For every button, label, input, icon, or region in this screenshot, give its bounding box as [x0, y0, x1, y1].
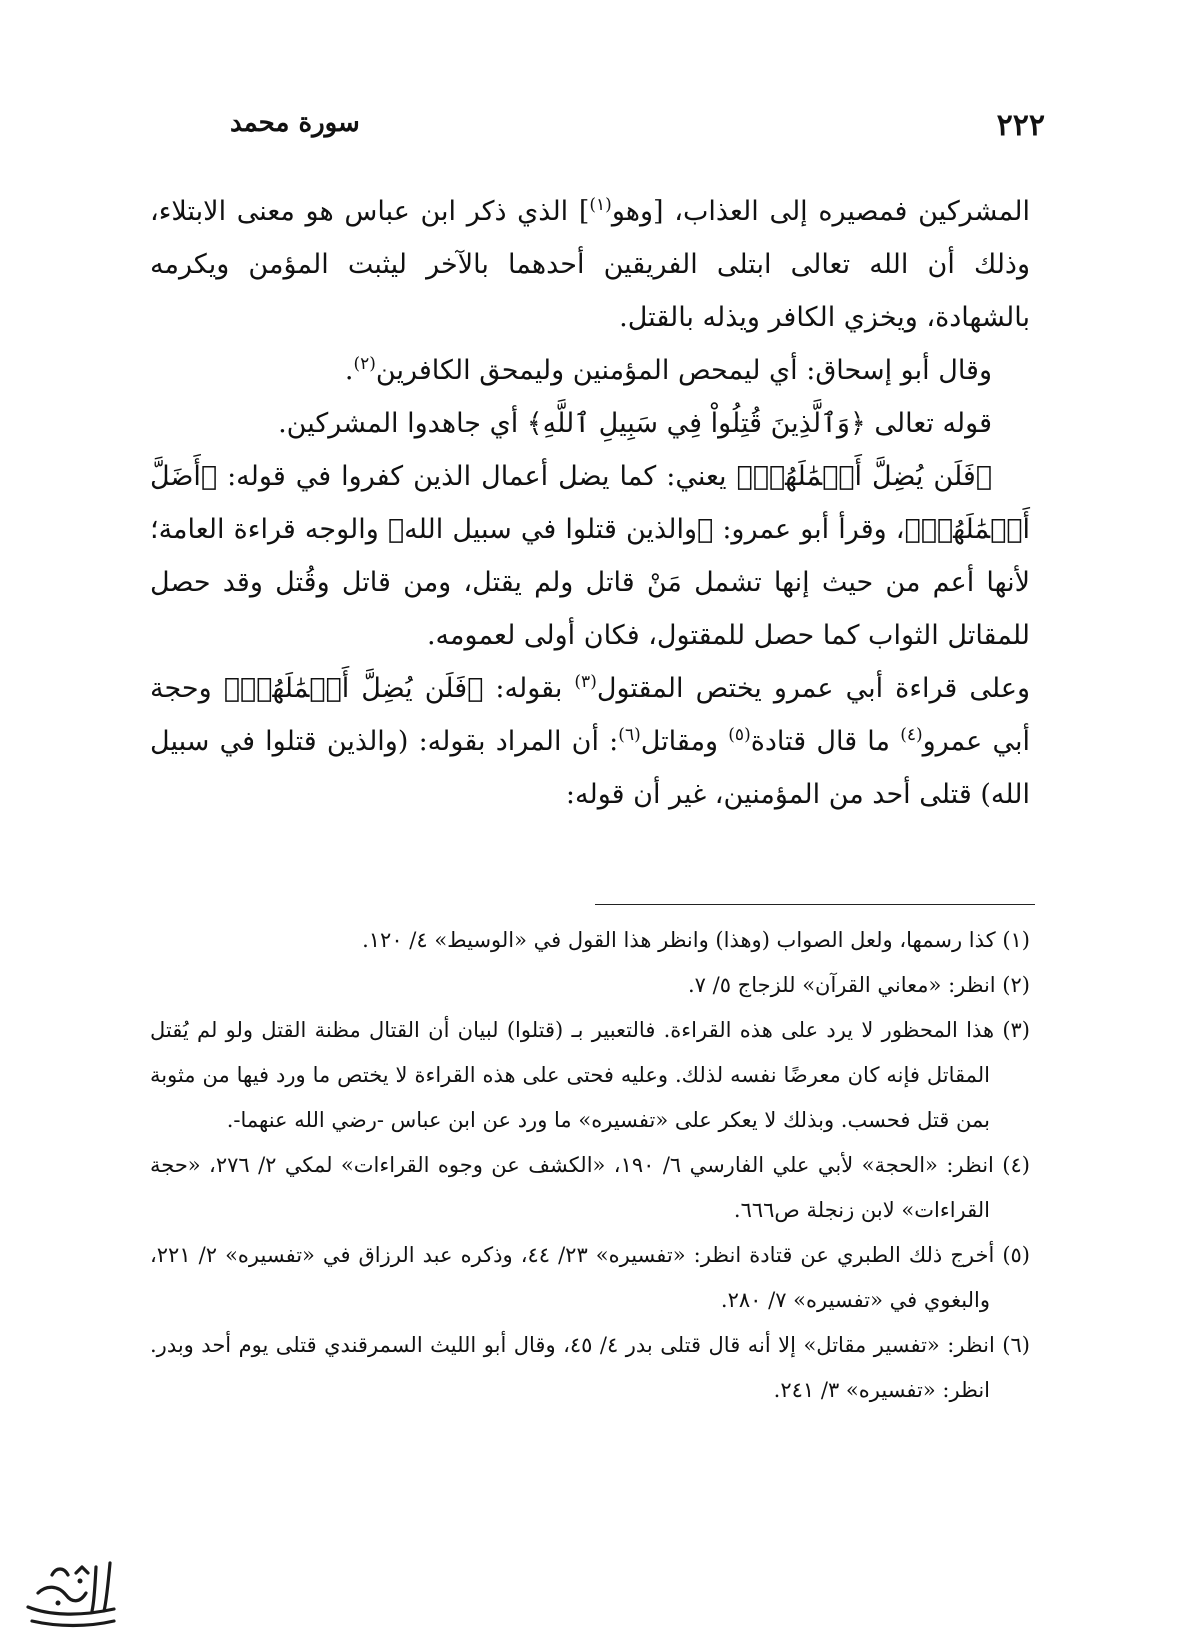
paragraph-5-text-d: ومقاتل	[640, 726, 729, 757]
running-title: سورة محمد	[230, 108, 360, 138]
footnote-5: (٥) أخرج ذلك الطبري عن قتادة انظر: «تفسيره» ٢٣/ ٤٤، وذكره عبد الرزاق في «تفسيره» ٢/ ٢٢١، والبغوي في «تفسيره» ٧/ ٢٨٠.	[150, 1243, 1030, 1312]
footnotes	[150, 918, 1030, 1413]
footnote-1: (١) كذا رسمها، ولعل الصواب (وهذا) وانظر هذا القول في «الوسيط» ٤/ ١٢٠.	[362, 928, 1030, 952]
footnote-ref-4: (٤)	[900, 725, 923, 745]
footnote-6: (٦) انظر: «تفسير مقاتل» إلا أنه قال قتلى بدر ٤/ ٤٥، وقال أبو الليث السمرقندي قتلى يوم أحد وبدر. انظر: «تفسيره» ٣/ ٢٤١.	[150, 1333, 1030, 1402]
paragraph-5-text-b: بقوله: ﴿فَلَن يُضِلَّ أَعۡمَٰلَهُمۡ﴾ وحجة أبي عمرو	[150, 673, 1031, 757]
paragraph-1-text: المشركين فمصيره إلى العذاب، [وهو	[611, 196, 1030, 227]
publisher-logo-icon	[18, 1545, 123, 1635]
paragraph-3: قوله تعالى ﴿وَٱلَّذِينَ قُتِلُواْ فِي سَبِيلِ ٱللَّهِ﴾ أي جاهدوا المشركين.	[278, 408, 992, 439]
footnote-ref-1: (١)	[589, 195, 612, 215]
page-header	[140, 100, 1045, 150]
paragraph-2-text: وقال أبو إسحاق: أي ليمحص المؤمنين وليمحق الكافرين	[375, 355, 992, 386]
paragraph-5-text-c: ما قال قتادة	[750, 726, 901, 757]
footnote-2: (٢) انظر: «معاني القرآن» للزجاج ٥/ ٧.	[687, 973, 1030, 997]
footnote-divider	[595, 904, 1035, 905]
footnote-3: (٣) هذا المحظور لا يرد على هذه القراءة. فالتعبير بـ (قتلوا) لبيان أن القتال مظنة القتل ولو لم يُقتل المقاتل فإنه كان معرضًا نفسه لذلك. وعليه فحتى على هذه القراءة لا يختص ما ورد فيها من مثوبة بمن قتل فحسب. وبذلك لا يعكر على «تفسيره» ما ورد عن ابن عباس -رضي الله عنهما-.	[150, 1018, 1030, 1132]
paragraph-1-text-end: ] الذي ذكر ابن عباس هو معنى الابتلاء، وذلك أن الله تعالى ابتلى الفريقين أحدهما بالآخر ليثبت المؤمن ويكرمه بالشهادة، ويخزي الكافر ويذله بالقتل.	[150, 196, 1030, 333]
footnote-ref-2: (٢)	[353, 354, 376, 374]
paragraph-2-text-end: .	[344, 355, 354, 386]
footnote-4: (٤) انظر: «الحجة» لأبي علي الفارسي ٦/ ١٩٠، «الكشف عن وجوه القراءات» لمكي ٢/ ٢٧٦، «حجة القراءات» لابن زنجلة ص٦٦٦.	[150, 1153, 1030, 1222]
paragraph-5-text-a: وعلى قراءة أبي عمرو يختص المقتول	[596, 673, 1030, 704]
paragraph-5-text-e: : أن المراد بقوله: (والذين قتلوا في سبيل الله) قتلى أحد من المؤمنين، غير أن قوله:	[150, 726, 1030, 810]
footnote-ref-6: (٦)	[618, 725, 641, 745]
footnote-ref-5: (٥)	[728, 725, 751, 745]
paragraph-4: ﴿فَلَن يُضِلَّ أَعۡمَٰلَهُمۡ﴾ يعني: كما يضل أعمال الذين كفروا في قوله: ﴿أَضَلَّ أَعۡمَٰلَهُمۡ﴾، وقرأ أبو عمرو: ﴿والذين قتلوا في سبيل الله﴾ والوجه قراءة العامة؛ لأنها أعم من حيث إنها تشمل مَنْ قاتل ولم يقتل، ومن قاتل وقُتل وقد حصل للمقاتل الثواب كما حصل للمقتول، فكان أولى لعمومه.	[150, 461, 1030, 651]
paragraph-1	[150, 185, 1030, 344]
page-number: ٢٢٢	[996, 108, 1045, 143]
footnote-ref-3: (٣)	[574, 672, 597, 692]
paragraph-5	[150, 662, 1030, 821]
paragraph-2	[150, 344, 1030, 397]
main-text	[150, 185, 1030, 821]
